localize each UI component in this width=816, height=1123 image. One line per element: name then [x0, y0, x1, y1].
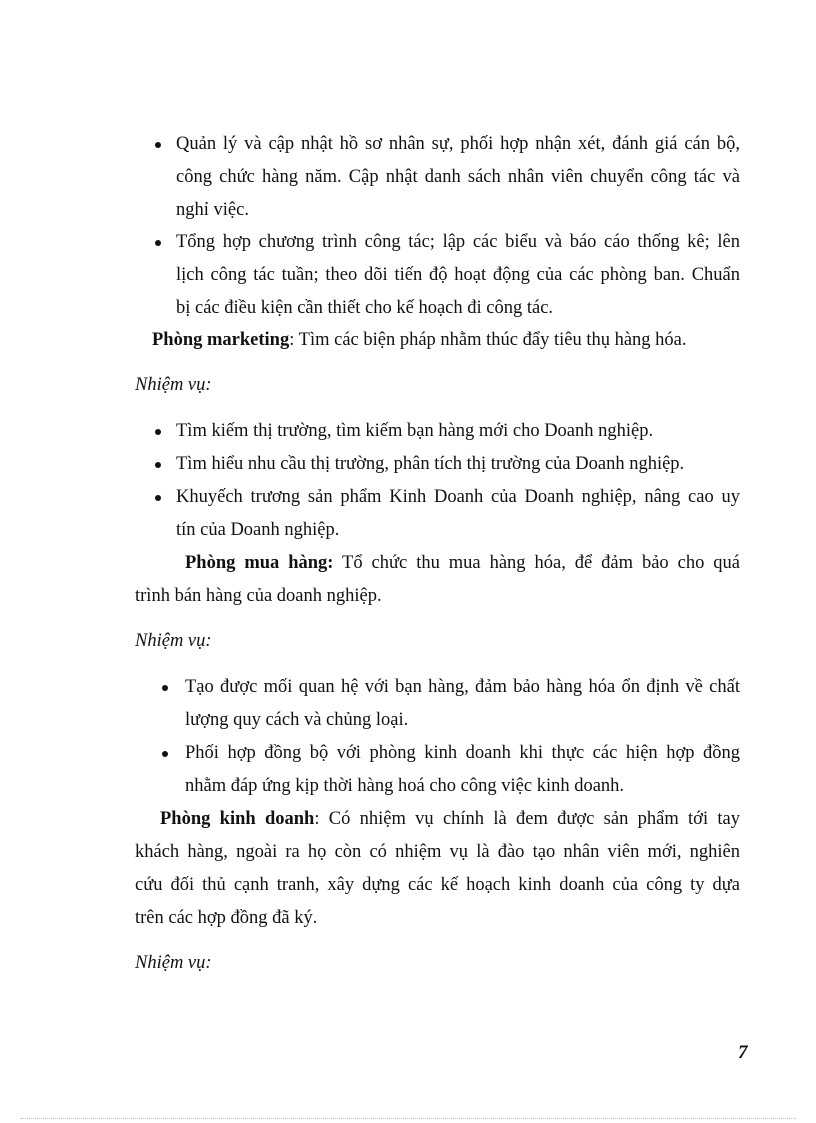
text-line: nghỉ việc. [176, 200, 249, 220]
bullet-icon [162, 685, 168, 691]
bullet-icon [155, 240, 161, 246]
section-text: Tổ chức thu mua hàng hóa, để đảm bảo cho quá [333, 553, 740, 573]
sales-paragraph [135, 803, 740, 935]
section-text: : Có nhiệm vụ chính là đem được sản phẩm tới tay [314, 809, 740, 829]
bullet-icon [162, 751, 168, 757]
task-label: Nhiệm vụ: [135, 953, 212, 973]
list-item [176, 481, 740, 547]
text-line: Quản lý và cập nhật hồ sơ nhân sự, phối hợp nhận xét, đánh giá cán bộ, [176, 134, 740, 154]
text-line: lượng quy cách và chủng loại. [185, 710, 409, 730]
section-text: : Tìm các biện pháp nhằm thúc đẩy tiêu thụ hàng hóa. [289, 330, 687, 350]
text-line: tín của Doanh nghiệp. [176, 520, 340, 540]
section-title: Phòng mua hàng: [185, 553, 334, 573]
text-line: công chức hàng năm. Cập nhật danh sách nhân viên chuyển công tác và [176, 167, 740, 187]
list-item [176, 128, 740, 227]
text-line: trình bán hàng của doanh nghiệp. [135, 586, 382, 606]
text-line: Tìm kiếm thị trường, tìm kiếm bạn hàng mới cho Doanh nghiệp. [176, 421, 654, 441]
text-line [135, 547, 740, 580]
text-line: Tạo được mối quan hệ với bạn hàng, đảm bảo hàng hóa ổn định về chất [185, 677, 740, 697]
task-label: Nhiệm vụ: [135, 631, 212, 651]
section-title: Phòng marketing [152, 330, 290, 350]
bullet-icon [155, 429, 161, 435]
text-line: lịch công tác tuần; theo dõi tiến độ hoạt động của các phòng ban. Chuẩn [176, 265, 740, 285]
text-line: khách hàng, ngoài ra họ còn có nhiệm vụ là đào tạo nhân viên mới, nghiên [135, 842, 740, 862]
task-label: Nhiệm vụ: [135, 375, 212, 395]
section-title: Phòng kinh doanh [160, 809, 315, 829]
text-line: Tìm hiểu nhu cầu thị trường, phân tích thị trường của Doanh nghiệp. [176, 454, 685, 474]
list-item [176, 415, 740, 448]
list-item [176, 448, 740, 481]
page-number: 7 [738, 1042, 748, 1063]
bullet-icon [155, 495, 161, 501]
marketing-paragraph [152, 324, 687, 357]
text-line: cứu đối thủ cạnh tranh, xây dựng các kế hoạch kinh doanh của công ty dựa [135, 875, 740, 895]
text-line: Khuyếch trương sản phẩm Kinh Doanh của Doanh nghiệp, nâng cao uy [176, 487, 740, 507]
text-line [135, 803, 740, 836]
list-item [185, 737, 740, 803]
text-line: Phối hợp đồng bộ với phòng kinh doanh khi thực các hiện hợp đồng [185, 743, 740, 763]
text-line: Tổng hợp chương trình công tác; lập các biểu và báo cáo thống kê; lên [176, 232, 740, 252]
bullet-icon [155, 462, 161, 468]
text-line: trên các hợp đồng đã ký. [135, 908, 318, 928]
list-item [185, 671, 740, 737]
purchasing-paragraph [135, 547, 740, 613]
text-line: nhằm đáp ứng kịp thời hàng hoá cho công việc kinh doanh. [185, 776, 625, 796]
text-line: bị các điều kiện cần thiết cho kế hoạch đi công tác. [176, 298, 554, 318]
page-border [20, 1118, 796, 1119]
bullet-icon [155, 142, 161, 148]
list-item [176, 226, 740, 325]
